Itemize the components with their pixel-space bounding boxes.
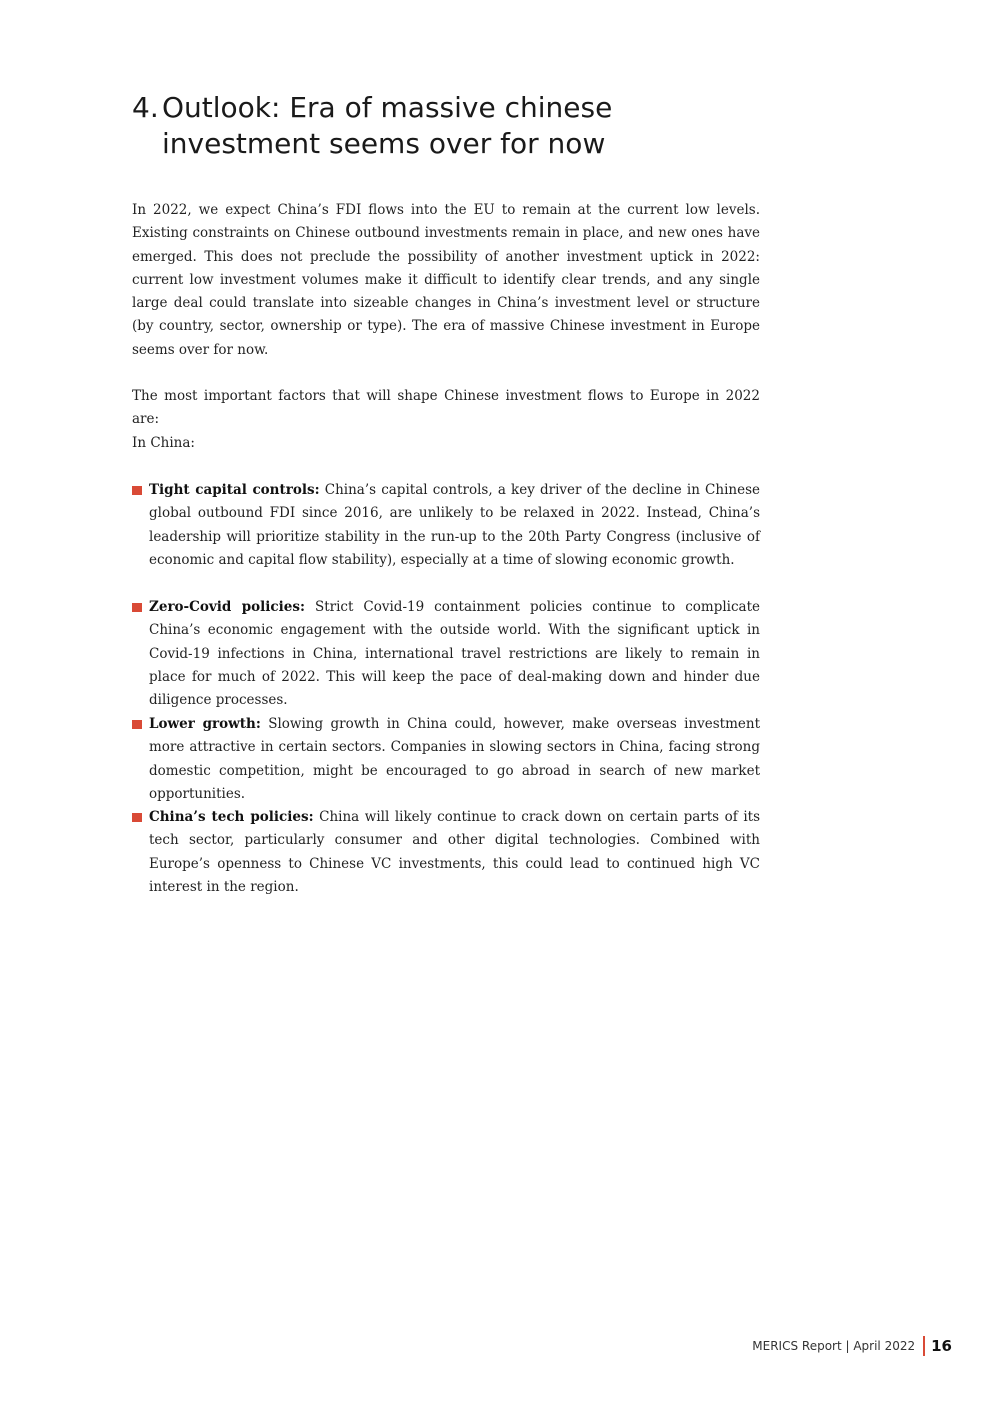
- paragraph-in-china: In China:: [132, 435, 195, 451]
- page-footer: [752, 1335, 952, 1357]
- bullet-text-block: [149, 713, 760, 806]
- bullet-square-icon: [132, 813, 142, 822]
- section-title: Outlook: Era of massive chinese investment seems over for now: [162, 91, 613, 160]
- bullet-item: [132, 596, 760, 712]
- section-heading: [132, 90, 772, 162]
- paragraph-intro: In 2022, we expect China’s FDI flows into the EU to remain at the current low levels. Existing constraints on Chinese outbound investments remain in place, and new ones have emerged. This does not preclude the possibility of another investment uptick in 2022: current low investment volumes make it difficult to identify clear trends, and any single large deal could translate into sizeable changes in China’s investment level or structure (by country, sector, ownership or type). The era of massive Chinese investment in Europe seems over for now.: [132, 202, 760, 358]
- bullet-item: [132, 806, 760, 899]
- bullet-term: Tight capital controls:: [149, 482, 320, 498]
- footer-separator: [923, 1336, 925, 1356]
- bullet-square-icon: [132, 486, 142, 495]
- bullet-text-block: [149, 479, 760, 572]
- paragraph-factors: The most important factors that will shape Chinese investment flows to Europe in 2022 are:: [132, 388, 760, 428]
- section-number: 4.: [132, 91, 159, 124]
- bullet-description: China’s capital controls, a key driver of the decline in Chinese global outbound FDI since 2016, are unlikely to be relaxed in 2022. Instead, China’s leadership will prioritize stability in the run-up to the 20th Party Congress (inclusive of economic and capital flow stability), especially at a time of slowing economic growth.: [149, 482, 760, 568]
- bullet-text-block: [149, 806, 760, 899]
- bullet-item: [132, 479, 760, 572]
- bullet-square-icon: [132, 720, 142, 729]
- bullet-term: Zero-Covid policies:: [149, 599, 305, 615]
- bullet-description: China will likely continue to crack down on certain parts of its tech sector, particularly consumer and other digital technologies. Combined with Europe’s openness to Chinese VC investments, this could lead to continued high VC interest in the region.: [149, 809, 761, 895]
- bullet-text-block: [149, 596, 760, 712]
- footer-publication: MERICS Report | April 2022: [752, 1339, 916, 1353]
- bullet-description: Strict Covid-19 containment policies continue to complicate China’s economic engagement with the outside world. With the significant uptick in Covid-19 infections in China, international travel restrictions are likely to remain in place for much of 2022. This will keep the pace of deal-making down and hinder due diligence processes.: [149, 599, 760, 709]
- bullet-term: Lower growth:: [149, 716, 261, 732]
- bullet-description: Slowing growth in China could, however, make overseas investment more attractive in certain sectors. Companies in slowing sectors in China, facing strong domestic competition, might be encouraged to go abroad in search of new market opportunities.: [149, 716, 761, 802]
- bullet-term: China’s tech policies:: [149, 809, 314, 825]
- bullet-item: [132, 713, 760, 806]
- bullet-square-icon: [132, 603, 142, 612]
- page-number: 16: [931, 1337, 952, 1355]
